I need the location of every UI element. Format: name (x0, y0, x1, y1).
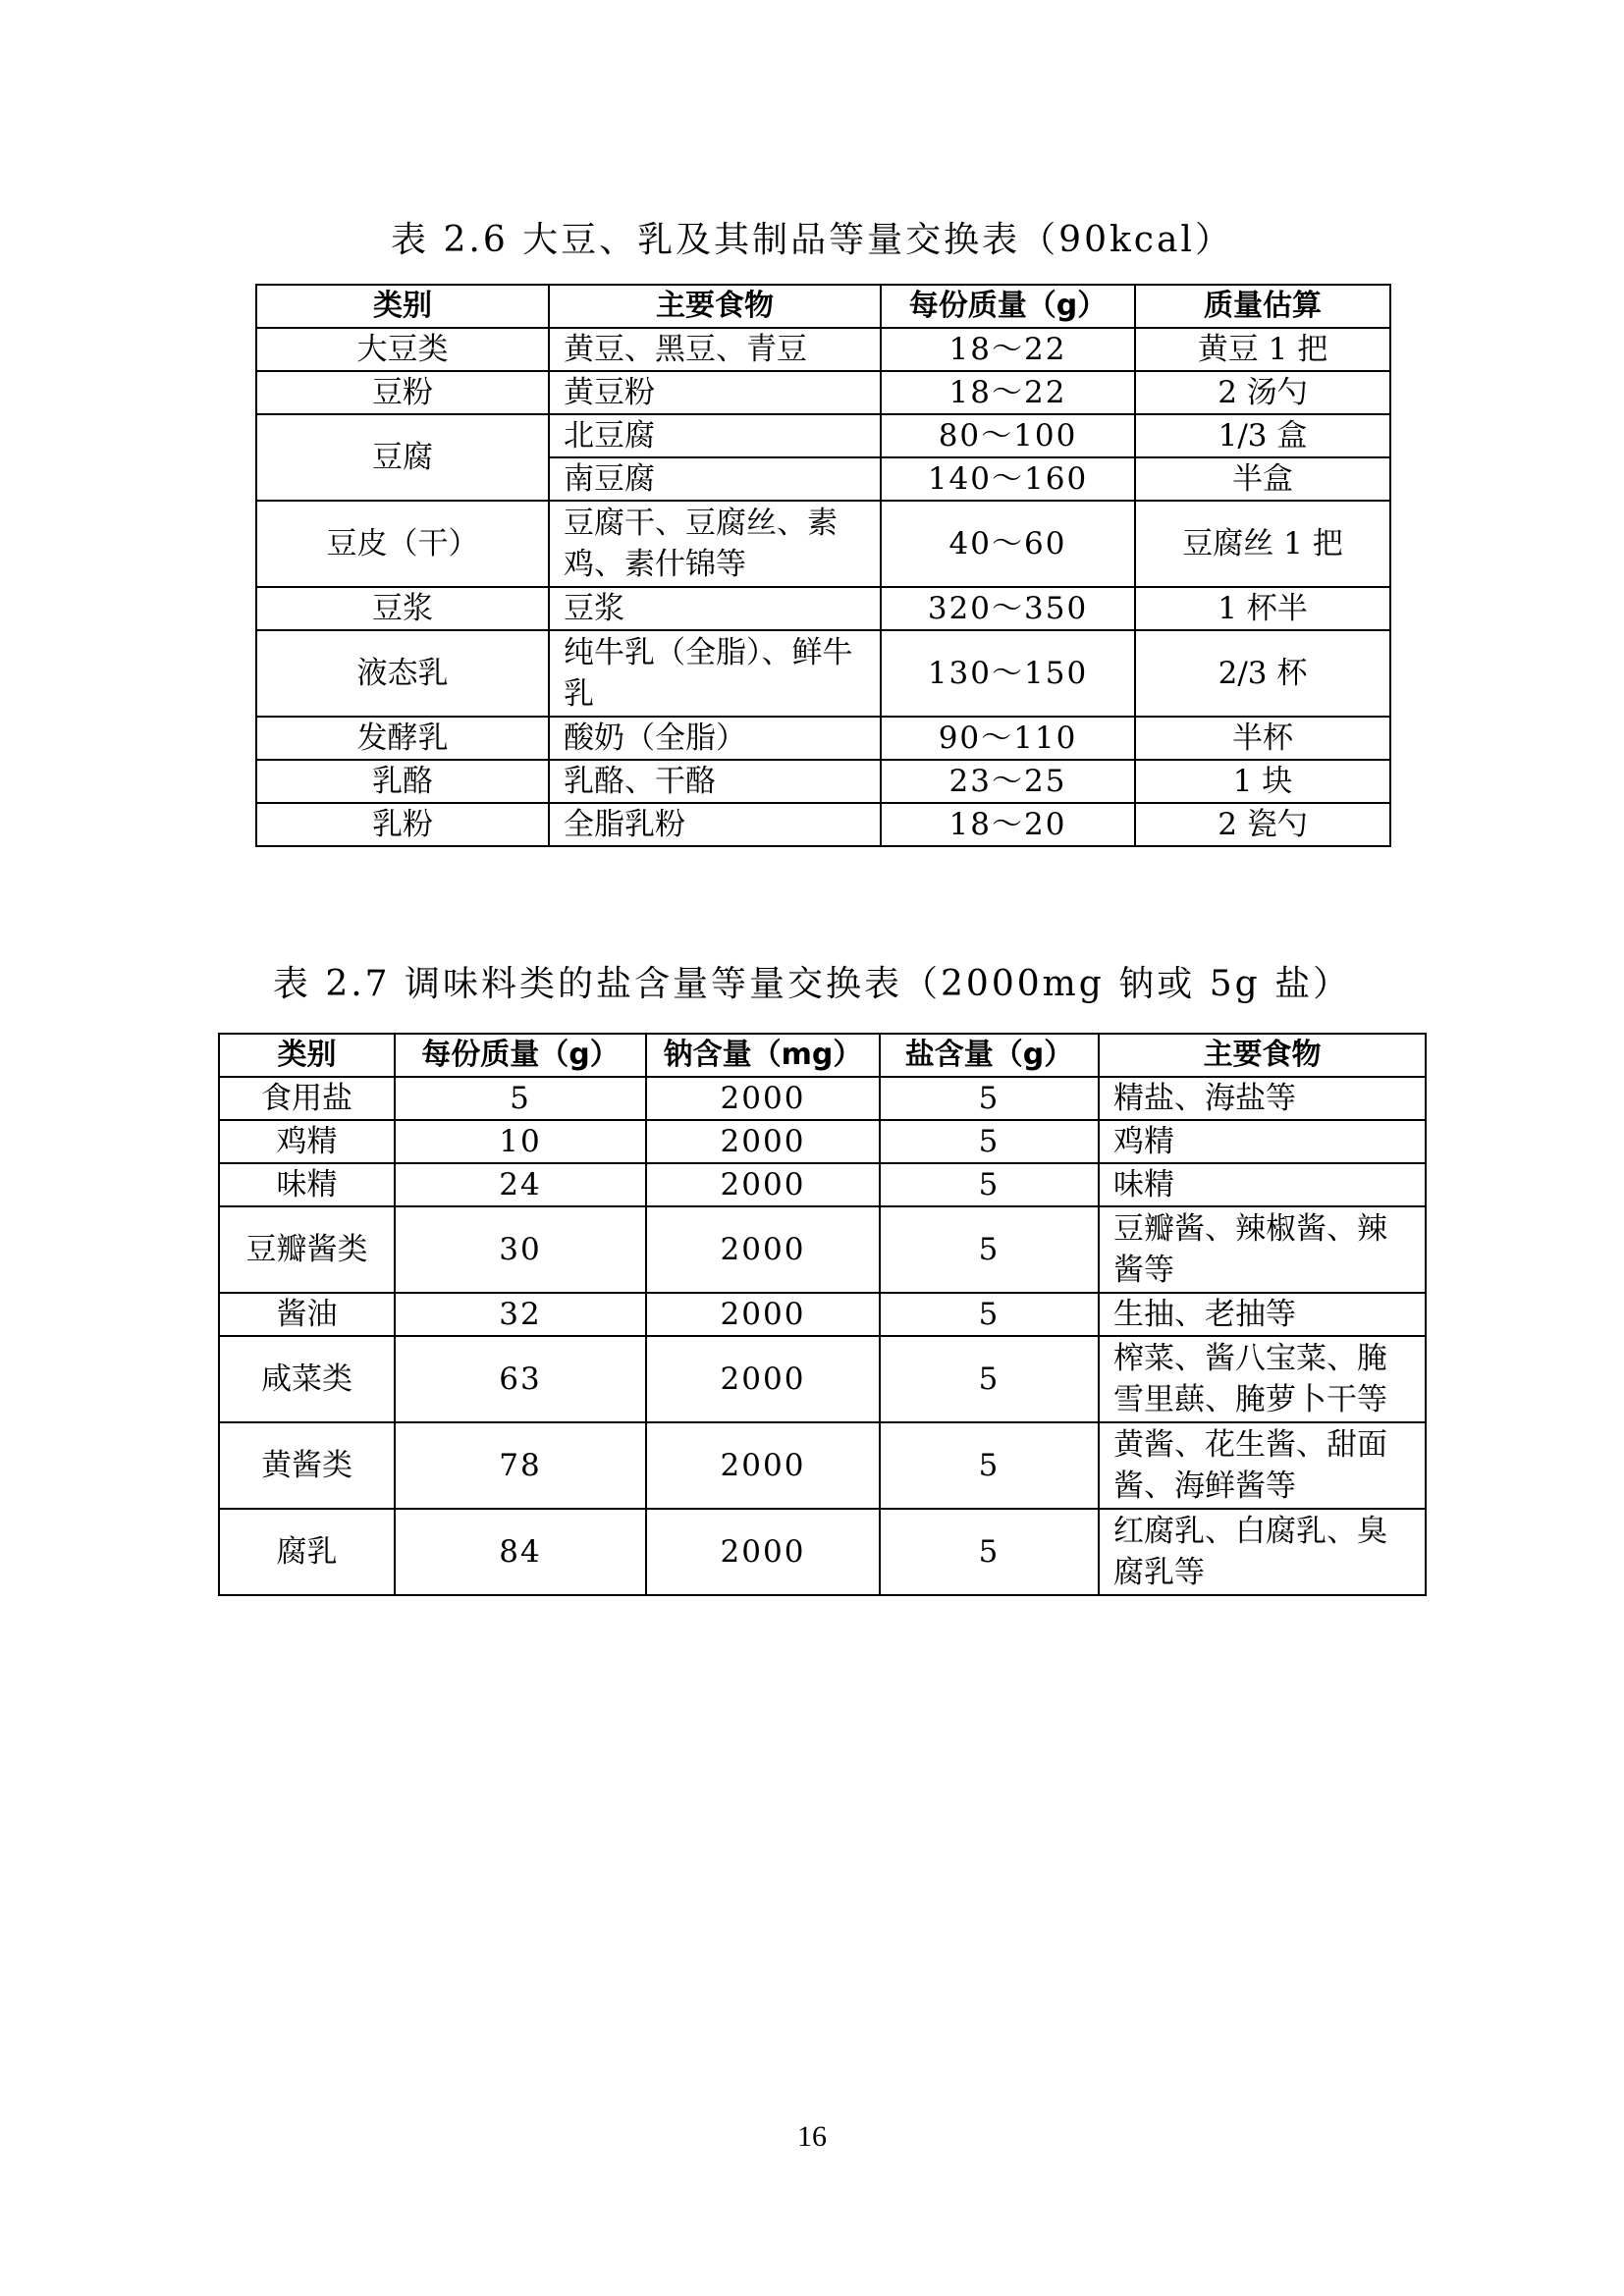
cell-category: 咸菜类 (219, 1336, 395, 1422)
cell-weight: 84 (395, 1509, 646, 1595)
cell-estimate: 豆腐丝 1 把 (1135, 501, 1390, 587)
cell-estimate: 半杯 (1135, 717, 1390, 760)
cell-sodium: 2000 (646, 1120, 880, 1163)
cell-foods: 豆浆 (549, 587, 881, 630)
table-row (256, 414, 1390, 457)
table-row (219, 1509, 1426, 1595)
header-salt-content: 盐含量（g） (880, 1034, 1099, 1077)
cell-sodium: 2000 (646, 1293, 880, 1336)
cell-category: 酱油 (219, 1293, 395, 1336)
cell-foods: 榨菜、酱八宝菜、腌雪里蕻、腌萝卜干等 (1099, 1336, 1426, 1422)
table-row (219, 1293, 1426, 1336)
cell-salt: 5 (880, 1077, 1099, 1120)
cell-weight: 5 (395, 1077, 646, 1120)
table-row (256, 328, 1390, 371)
cell-weight: 320～350 (881, 587, 1135, 630)
cell-category: 味精 (219, 1163, 395, 1206)
table-row (219, 1336, 1426, 1422)
cell-category: 豆腐 (256, 414, 549, 501)
cell-category: 大豆类 (256, 328, 549, 371)
header-weight-per-serving: 每份质量（g） (395, 1034, 646, 1077)
cell-salt: 5 (880, 1336, 1099, 1422)
table-header-row (219, 1034, 1426, 1077)
cell-weight: 90～110 (881, 717, 1135, 760)
cell-estimate: 半盒 (1135, 457, 1390, 501)
cell-foods: 乳酪、干酪 (549, 760, 881, 803)
cell-foods: 生抽、老抽等 (1099, 1293, 1426, 1336)
header-sodium-content: 钠含量（mg） (646, 1034, 880, 1077)
cell-salt: 5 (880, 1293, 1099, 1336)
cell-estimate: 1 块 (1135, 760, 1390, 803)
table-row (256, 371, 1390, 414)
cell-sodium: 2000 (646, 1422, 880, 1509)
table-row (256, 803, 1390, 846)
table-row (256, 760, 1390, 803)
cell-salt: 5 (880, 1206, 1099, 1293)
table-header-row (256, 285, 1390, 328)
cell-foods: 纯牛乳（全脂）、鲜牛乳 (549, 630, 881, 717)
cell-foods: 北豆腐 (549, 414, 881, 457)
cell-weight: 140～160 (881, 457, 1135, 501)
cell-foods: 酸奶（全脂） (549, 717, 881, 760)
table-row (219, 1077, 1426, 1120)
table-2-6 (255, 284, 1391, 847)
header-weight-per-serving: 每份质量（g） (881, 285, 1135, 328)
cell-foods: 黄豆粉 (549, 371, 881, 414)
table-2-7 (218, 1033, 1427, 1596)
cell-weight: 18～22 (881, 328, 1135, 371)
cell-weight: 63 (395, 1336, 646, 1422)
table-row (256, 587, 1390, 630)
header-main-foods: 主要食物 (1099, 1034, 1426, 1077)
cell-weight: 30 (395, 1206, 646, 1293)
table-2-6-caption: 表 2.6 大豆、乳及其制品等量交换表（90kcal） (391, 220, 1233, 260)
cell-weight: 18～20 (881, 803, 1135, 846)
cell-category: 发酵乳 (256, 717, 549, 760)
cell-sodium: 2000 (646, 1163, 880, 1206)
cell-foods: 精盐、海盐等 (1099, 1077, 1426, 1120)
cell-weight: 80～100 (881, 414, 1135, 457)
cell-weight: 40～60 (881, 501, 1135, 587)
header-main-foods: 主要食物 (549, 285, 881, 328)
cell-sodium: 2000 (646, 1206, 880, 1293)
cell-weight: 78 (395, 1422, 646, 1509)
cell-foods: 全脂乳粉 (549, 803, 881, 846)
cell-sodium: 2000 (646, 1336, 880, 1422)
table-row (256, 630, 1390, 717)
cell-category: 乳酪 (256, 760, 549, 803)
cell-category: 黄酱类 (219, 1422, 395, 1509)
table-row (219, 1163, 1426, 1206)
cell-weight: 10 (395, 1120, 646, 1163)
cell-estimate: 2 汤勺 (1135, 371, 1390, 414)
header-category: 类别 (219, 1034, 395, 1077)
cell-estimate: 1/3 盒 (1135, 414, 1390, 457)
table-row (256, 717, 1390, 760)
cell-foods: 豆腐干、豆腐丝、素鸡、素什锦等 (549, 501, 881, 587)
cell-category: 液态乳 (256, 630, 549, 717)
cell-foods: 黄酱、花生酱、甜面酱、海鲜酱等 (1099, 1422, 1426, 1509)
cell-estimate: 2/3 杯 (1135, 630, 1390, 717)
cell-sodium: 2000 (646, 1509, 880, 1595)
cell-weight: 130～150 (881, 630, 1135, 717)
cell-weight: 32 (395, 1293, 646, 1336)
cell-weight: 23～25 (881, 760, 1135, 803)
cell-category: 腐乳 (219, 1509, 395, 1595)
table-row (219, 1206, 1426, 1293)
table-row (219, 1120, 1426, 1163)
header-estimate: 质量估算 (1135, 285, 1390, 328)
cell-salt: 5 (880, 1163, 1099, 1206)
cell-salt: 5 (880, 1509, 1099, 1595)
header-category: 类别 (256, 285, 549, 328)
cell-sodium: 2000 (646, 1077, 880, 1120)
cell-estimate: 1 杯半 (1135, 587, 1390, 630)
cell-salt: 5 (880, 1422, 1099, 1509)
cell-category: 食用盐 (219, 1077, 395, 1120)
cell-weight: 18～22 (881, 371, 1135, 414)
cell-foods: 黄豆、黑豆、青豆 (549, 328, 881, 371)
table-row (256, 501, 1390, 587)
page-number: 16 (797, 2120, 827, 2153)
cell-foods: 鸡精 (1099, 1120, 1426, 1163)
cell-foods: 南豆腐 (549, 457, 881, 501)
cell-foods: 红腐乳、白腐乳、臭腐乳等 (1099, 1509, 1426, 1595)
cell-salt: 5 (880, 1120, 1099, 1163)
table-row (219, 1422, 1426, 1509)
cell-category: 豆粉 (256, 371, 549, 414)
cell-estimate: 2 瓷勺 (1135, 803, 1390, 846)
cell-category: 豆瓣酱类 (219, 1206, 395, 1293)
cell-estimate: 黄豆 1 把 (1135, 328, 1390, 371)
cell-category: 豆皮（干） (256, 501, 549, 587)
cell-foods: 豆瓣酱、辣椒酱、辣酱等 (1099, 1206, 1426, 1293)
table-2-7-caption: 表 2.7 调味料类的盐含量等量交换表（2000mg 钠或 5g 盐） (272, 964, 1352, 1004)
cell-category: 乳粉 (256, 803, 549, 846)
cell-category: 鸡精 (219, 1120, 395, 1163)
cell-category: 豆浆 (256, 587, 549, 630)
cell-weight: 24 (395, 1163, 646, 1206)
cell-foods: 味精 (1099, 1163, 1426, 1206)
